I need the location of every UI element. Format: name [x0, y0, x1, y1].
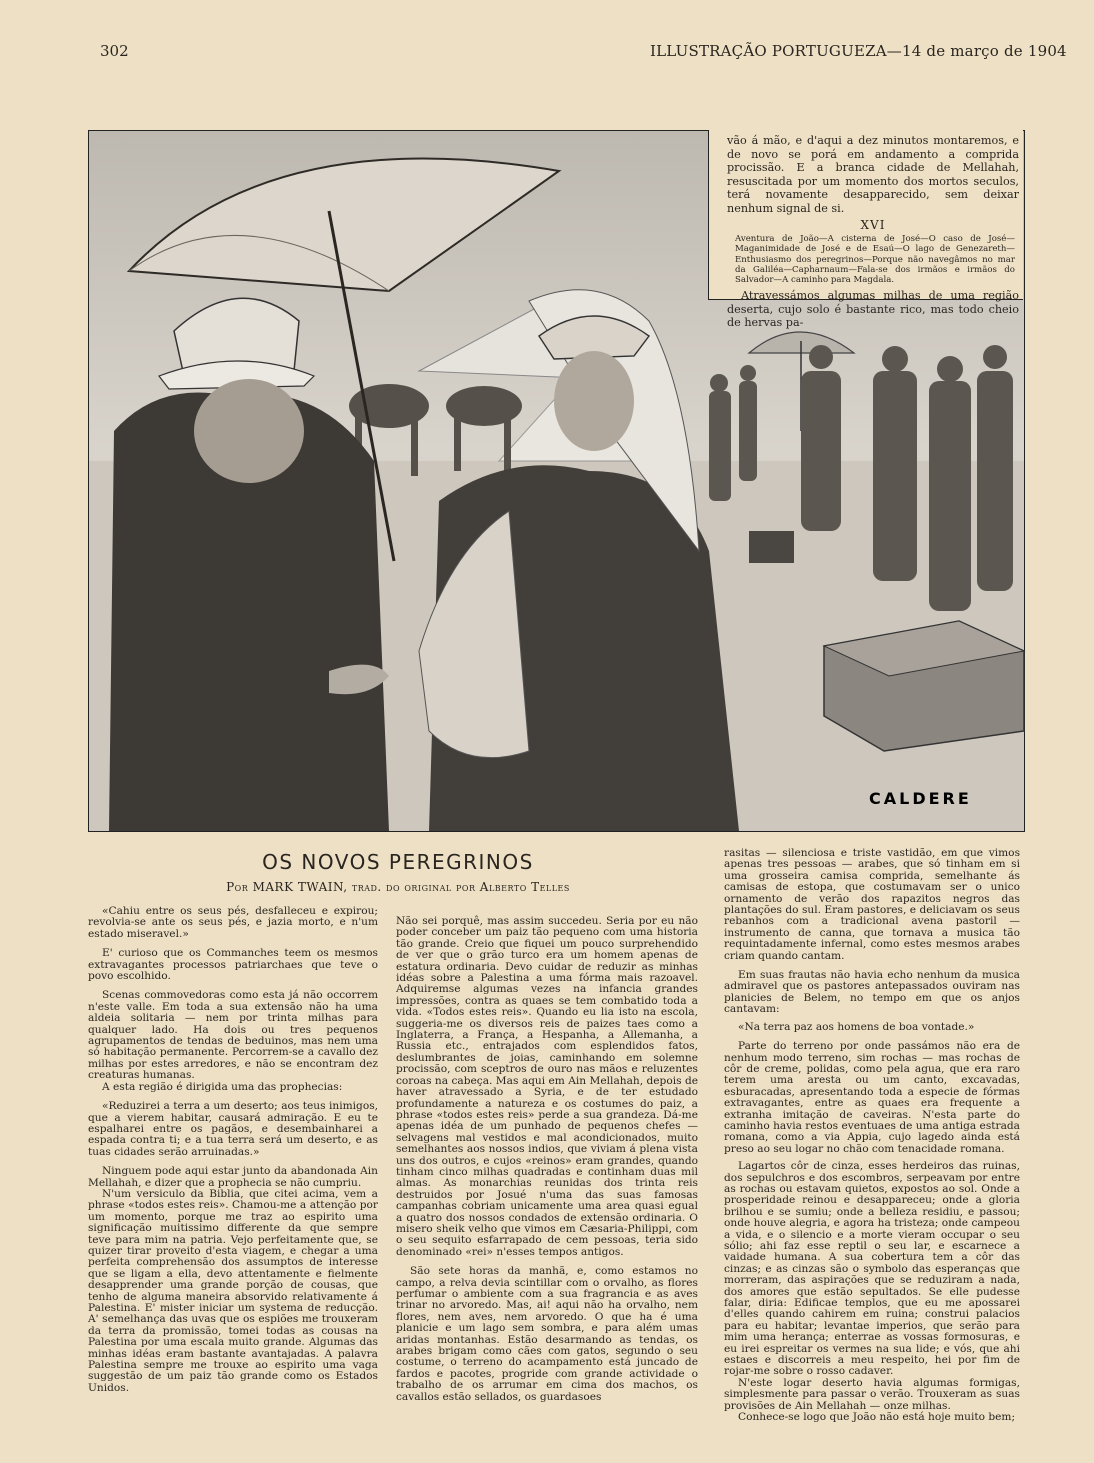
text-column-1 [88, 905, 378, 1394]
article-title: OS NOVOS PEREGRINOS [262, 850, 534, 874]
running-header: ILLUSTRAÇÃO PORTUGUEZA—14 de março de 1904 [650, 42, 1067, 60]
paragraph: N'um versiculo da Biblia, que citei acima, vem a phrase «todos estes reis». Chamou-me a attenção por um momento, porque me traz ao espirito uma significação muitissimo differente da que sempre teve para mim na patria. Vejo perfeitamente que, se quizer tirar proveito d'esta viagem, e chegar a uma perfeita comprehensão dos assumptos de interesse que se ligam a ella, devo attentamente e fielmente desapprender uma grande porção de cousas, que tenho de alguma maneira absorvido relativamente á Palestina. E' mister iniciar um systema de reducção. A' semelhança das uvas que os espiões me trouxeram da terra da promissão, tomei todas as cousas na Palestina por uma escala muito grande. Algumas das minhas idéas eram bastante avantajadas. A palavra Palestina sempre me trouxe ao espirito uma vaga suggestão de um paiz tão grande como os Estados Unidos. [88, 1187, 378, 1394]
paragraph: Conhece-se logo que João não está hoje muito bem; [738, 1411, 1016, 1424]
paragraph: Ninguem pode aqui estar junto da abandonada Ain Mellahah, e dizer que a prophecia se não cumpriu. [88, 1165, 378, 1189]
paragraph: Em suas frautas não havia echo nenhum da musica admiravel que os pastores antepassados ouviram nas planicies de Belem, no tempo em que os anjos cantavam: [724, 969, 1020, 1016]
section-summary: Aventura de João—A cisterna de José—O caso de José—Maganimidade de José e de Esaú—O lago de Genezareth—Enthusiasmo dos peregrinos—Porque não navegâmos no mar da Galiléa—Capharnaum—Fala-se dos irmãos e irmãos do Salvador—A caminho para Magdala. [735, 234, 1015, 285]
continuation-paragraph: vão á mão, e d'aqui a dez minutos montaremos, e de novo se porá em andamento a comprida procissão. E a branca cidade de Mellahah, resuscitada por um momento dos mortos seculos, terá novamente desapparecido, sem deixar nenhum signal de si. [727, 134, 1019, 215]
paragraph: Scenas commovedoras como esta já não occorrem n'este valle. Em toda a sua extensão não ha uma aldeia solitaria — nem por trinta milhas para qualquer lado. Ha dois ou tres pequenos agrupamentos de tendas de beduinos, mas nem uma só habitação permanente. Percorrem-se a cavallo dez milhas por estes arredores, e não se encontram dez creaturas humanas. [88, 989, 378, 1082]
artist-signature: CALDERE [869, 789, 972, 808]
paragraph: N'este logar deserto havia algumas formigas, simplesmente para passar o verão. Trouxeram as suas provisões de Ain Mellahah — onze milhas. [724, 1376, 1020, 1412]
text-column-3 [724, 847, 1020, 1424]
section-number: XVI [860, 217, 886, 232]
page-number: 302 [100, 42, 129, 60]
paragraph: E' curioso que os Commanches teem os mesmos extravagantes processos patriarchaes que teve o povo escolhido. [88, 947, 378, 983]
paragraph: Lagartos côr de cinza, esses herdeiros das ruinas, dos sepulchros e dos escombros, serpeavam por entre as rochas ou estavam quietos, expostos ao sol. Onde a prosperidade reinou e desappareceu; onde a gloria brilhou e se sumiu; onde a belleza residiu, e passou; onde houve alegria, e agora ha tristeza; onde campeou a vida, e o silencio e a morte vieram occupar o seu sólio; ahi faz esse reptil o seu lar, e escarnece a vaidade humana. A sua cobertura tem a côr das cinzas; e as cinzas são o symbolo das esperanças que morreram, das aspirações que se reduziram a nada, dos amores que estão sepultados. Se elle pudesse falar, diria: Edificae templos, que eu me apossarei d'elles quando cahirem em ruina; construi palacios para eu habitar; levantae imperios, que serão para mim uma herança; enterrae as vossas formosuras, e eu irei espreitar os vermes na sua lide; e vós, que ahi estaes e discorreis a meu respeito, hei por fim de rojar-me sobre o rosso cadaver. [724, 1160, 1020, 1378]
section-opening: Atravessámos algumas milhas de uma região deserta, cujo solo é bastante rico, mas todo cheio de hervas pa- [727, 289, 1019, 330]
continuation-box [708, 130, 1023, 330]
paragraph: São sete horas da manhã, e, como estamos no campo, a relva devia scintillar com o orvalho, as flores perfumar o ambiente com a sua fragrancia e as aves trinar no arvoredo. Mas, ai! aqui não ha orvalho, nem flores, nem aves, nem arvoredo. O que ha é uma planicie e um lago sem sombra, e para além umas aridas montanhas. Estão desarmando as tendas, os arabes brigam como cães com gatos, segundo o seu costume, o terreno do acampamento está juncado de fardos e pacotes, progride com grande actividade o trabalho de os arrumar em cima dos machos, os cavallos estão sellados, os guardasoes [396, 1265, 698, 1403]
quotation: «Na terra paz aos homens de boa vontade.» [738, 1020, 975, 1033]
paragraph: Não sei porquê, mas assim succedeu. Seria por eu não poder conceber um paiz tão pequeno com uma historia tão grande. Creio que fiquei um pouco surprehendido de ver que o grão turco era um homem apenas de estatura ordinaria. Devo cuidar de reduzir as minhas idéas sobre a Palestina a uma fórma mais razoavel. Adquiremse algumas vezes na infancia grandes impressões, contra as quaes se tem combatido toda a vida. «Todos estes reis». Quando eu lia isto na escola, suggeria-me os diversos reis de paizes taes como a Inglaterra, a França, a Hespanha, a Allemanha, a Russia etc., entrajados com esplendidos fatos, deslumbrantes de joias, caminhando em solemne procissão, com sceptros de ouro nas mãos e reluzentes coroas na cabeça. Mas aqui em Ain Mellahah, depois de haver atravessado a Syria, e de ter estudado profundamente a natureza e os costumes do paiz, a phrase «todos estes reis» perde a sua grandeza. Dá-me apenas idéa de um punhado de pequenos chefes — selvagens mal vestidos e mal acondicionados, muito semelhantes aos nossos indios, que viviam á plena vista uns dos outros, e cujos «reinos» eram grandes, quando tinham cinco milhas quadradas e continham duas mil almas. As monarchias reunidas dos trinta reis destruidos por Josué n'uma das suas famosas campanhas cobriam unicamente uma area quasi egual a quatro dos nossos condados de extensão ordinaria. O misero sheik velho que vimos em Cæsaria-Philippi, com o seu sequito esfarrapado de cem pessoas, teria sido denominado «rei» n'esses tempos antigos. [396, 915, 698, 1258]
article-byline: Por MARK TWAIN, trad. do original por Alberto Telles [226, 880, 570, 894]
paragraph: A esta região é dirigida uma das prophecias: [102, 1080, 343, 1093]
paragraph: «Reduzirei a terra a um deserto; aos teus inimigos, que a vierem habitar, causará admiração. E eu te espalharei entre os pagãos, e desembainharei a espada contra ti; e a tua terra será um deserto, e as tuas cidades serão arruinadas.» [88, 1100, 378, 1158]
paragraph: rasitas — silenciosa e triste vastidão, em que vimos apenas tres pessoas — arabes, que só tinham em si uma grosseira camisa comprida, semelhante ás camisas de estopa, que costumavam ser o unico ornamento de verão dos rapazitos negros das plantações do sul. Eram pastores, e deliciavam os seus rebanhos com a tradicional avena pastoril — instrumento de canna, que tornava a musica tão requintadamente infernal, como estes mesmos arabes criam quando cantam. [724, 847, 1020, 962]
paragraph: «Cahiu entre os seus pés, desfalleceu e expirou; revolvia-se ante os seus pés, e jazia morto, e n'um estado miseravel.» [88, 905, 378, 940]
text-column-2 [396, 915, 698, 1403]
paragraph: Parte do terreno por onde passámos não era de nenhum modo terreno, sim rochas — mas rochas de côr de creme, polidas, como pela agua, que era raro terem uma aresta ou um canto, excavadas, esburacadas, apresentando toda a especie de fórmas extravagantes, entre as quaes era frequente a extranha imitação de caveiras. N'esta parte do caminho havia restos eventuaes de uma antiga estrada romana, como a via Appia, cujo lagedo ainda está preso ao seu logar no chão com tenacidade romana. [724, 1040, 1020, 1155]
